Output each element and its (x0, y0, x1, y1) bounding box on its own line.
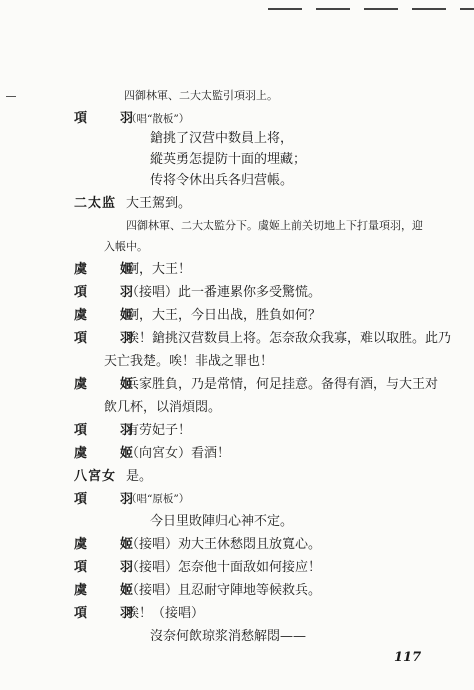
verse-line: 沒奈何飲琼浆消愁解悶—— (150, 629, 307, 644)
speaker-name: 虞 姬 (74, 377, 144, 392)
verse-line: 今日里敗陣归心神不定。 (150, 514, 294, 529)
speaker-name: 項 羽 (74, 111, 144, 126)
margin-mark (6, 96, 16, 97)
speaker-name: 項 羽 (74, 606, 144, 621)
dialogue-text: 大王駕到。 (126, 196, 192, 211)
dialogue-text: （接唱）且忍耐守陣地等候救兵。 (126, 583, 322, 598)
dialogue-continuation: 飲几杯，以消煩悶。 (104, 400, 222, 415)
stage-direction: 四御林軍、二大太監引項羽上。 (124, 89, 278, 102)
speaker-name: 項 羽 (74, 423, 144, 438)
speaker-name: 八宮女 (74, 469, 117, 484)
speaker-name: 虞 姬 (74, 446, 144, 461)
dialogue-text: 啊，大王！ (126, 262, 192, 277)
page-number: 117 (394, 650, 422, 665)
verse-line: 縱英勇怎提防十面的埋藏； (150, 152, 307, 167)
speaker-name: 虞 姬 (74, 262, 144, 277)
verse-line: 鎗挑了汉营中数員上将， (150, 131, 294, 146)
header-rule (268, 8, 474, 10)
stage-direction: 入帳中。 (104, 240, 148, 253)
speaker-name: 項 羽 (74, 560, 144, 575)
dialogue-text: （接唱）劝大王休愁悶且放寬心。 (126, 537, 322, 552)
dialogue-text: 唉！（接唱） (126, 606, 205, 621)
singing-cue: （唱“原板”） (126, 493, 190, 505)
dialogue-text: 唉！鎗挑汉营数員上将。怎奈敌众我寡，难以取胜。此乃 (126, 331, 452, 346)
dialogue-text: 是。 (126, 469, 153, 484)
speaker-name: 項 羽 (74, 331, 144, 346)
dialogue-text: （接唱）怎奈他十面敌如何接应！ (126, 560, 322, 575)
dialogue-text: （接唱）此一番連累你多受驚慌。 (126, 285, 322, 300)
dialogue-text: 有劳妃子！ (126, 423, 192, 438)
dialogue-text: 兵家胜負，乃是常情，何足挂意。备得有酒，与大王对 (126, 377, 439, 392)
speaker-name: 二太监 (74, 196, 117, 211)
dialogue-continuation: 天亡我楚。唉！非战之罪也！ (104, 354, 274, 369)
speaker-name: 項 羽 (74, 492, 144, 507)
speaker-name: 虞 姬 (74, 308, 144, 323)
speaker-name: 虞 姬 (74, 537, 144, 552)
dialogue-text: （向宮女）看酒！ (126, 446, 231, 461)
verse-line: 传将令休出兵各归营帳。 (150, 173, 294, 188)
dialogue-text: 啊，大王，今日出战，胜負如何？ (126, 308, 322, 323)
speaker-name: 虞 姬 (74, 583, 144, 598)
speaker-name: 項 羽 (74, 285, 144, 300)
singing-cue: （唱“散板”） (126, 113, 190, 125)
stage-direction: 四御林軍、二大太監分下。虞姬上前关切地上下打量項羽，迎 (126, 219, 423, 232)
